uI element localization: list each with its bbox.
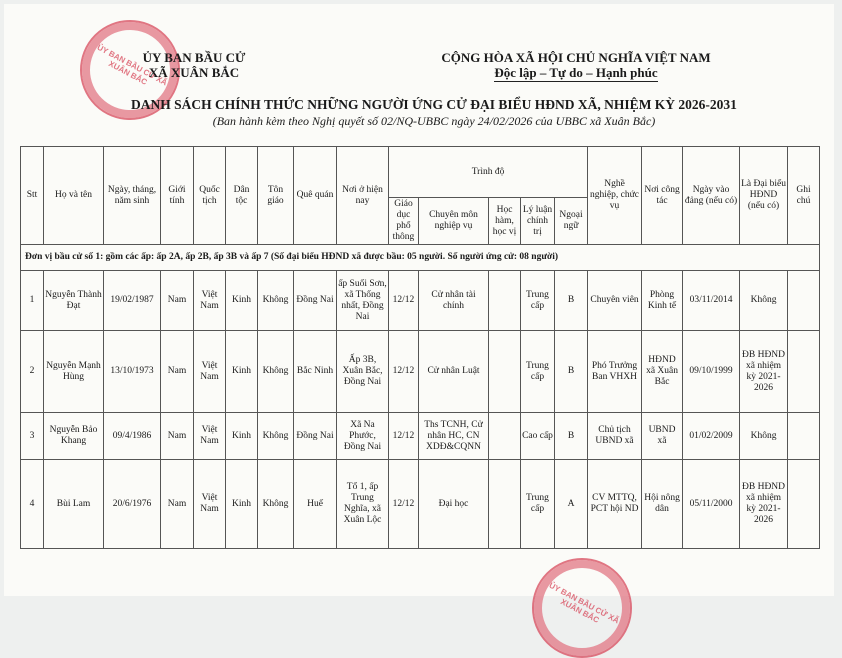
cell-residence: Tổ 1, ấp Trung Nghĩa, xã Xuân Lộc [337, 460, 389, 549]
cell-dob: 13/10/1973 [104, 331, 161, 413]
cell-hometown: Bắc Ninh [294, 331, 337, 413]
table-header-row [21, 147, 820, 198]
cell-workplace: Phòng Kinh tế [642, 271, 683, 331]
cell-political: Trung cấp [521, 331, 555, 413]
cell-gender: Nam [161, 460, 194, 549]
cell-stt: 1 [21, 271, 44, 331]
cell-nationality: Việt Nam [194, 413, 226, 460]
col-ethnicity: Dân tộc [226, 147, 258, 245]
cell-notes [788, 271, 820, 331]
cell-religion: Không [258, 271, 294, 331]
cell-party-date: 03/11/2014 [683, 271, 740, 331]
cell-workplace: Hội nông dân [642, 460, 683, 549]
cell-name: Nguyễn Mạnh Hùng [44, 331, 104, 413]
cell-professional: Cử nhân Luật [419, 331, 489, 413]
col-name: Họ và tên [44, 147, 104, 245]
table-row [21, 460, 820, 549]
cell-religion: Không [258, 413, 294, 460]
cell-dob: 20/6/1976 [104, 460, 161, 549]
col-language: Ngoại ngữ [555, 198, 588, 245]
cell-notes [788, 331, 820, 413]
cell-general-edu: 12/12 [389, 331, 419, 413]
cell-professional: Cử nhân tài chính [419, 271, 489, 331]
col-is-delegate: Là Đại biểu HĐND (nếu có) [740, 147, 788, 245]
cell-is-delegate: Không [740, 413, 788, 460]
cell-ethnicity: Kinh [226, 413, 258, 460]
cell-workplace: HĐND xã Xuân Bắc [642, 331, 683, 413]
cell-is-delegate: Không [740, 271, 788, 331]
col-gender: Giới tính [161, 147, 194, 245]
col-nationality: Quốc tịch [194, 147, 226, 245]
cell-dob: 09/4/1986 [104, 413, 161, 460]
cell-party-date: 09/10/1999 [683, 331, 740, 413]
national-header [396, 50, 756, 82]
cell-ethnicity: Kinh [226, 271, 258, 331]
cell-occupation: Chuyên viên [588, 271, 642, 331]
issuing-authority [114, 50, 274, 80]
cell-political: Cao cấp [521, 413, 555, 460]
cell-occupation: CV MTTQ, PCT hội ND [588, 460, 642, 549]
col-professional: Chuyên môn nghiệp vụ [419, 198, 489, 245]
col-hometown: Quê quán [294, 147, 337, 245]
authority-line1: ỦY BAN BẦU CỬ [142, 50, 246, 65]
cell-hometown: Đồng Nai [294, 413, 337, 460]
cell-party-date: 05/11/2000 [683, 460, 740, 549]
cell-gender: Nam [161, 331, 194, 413]
cell-dob: 19/02/1987 [104, 271, 161, 331]
cell-is-delegate: ĐB HĐND xã nhiệm kỳ 2021-2026 [740, 331, 788, 413]
electoral-unit-text: Đơn vị bầu cử số 1: gồm các ấp: ấp 2A, ấp 2B, ấp 3B và ấp 7 (Số đại biểu HĐND xã được bầu: 05 người. Số người ứng cử: 08 người) [21, 245, 820, 271]
col-education-group: Trình độ [389, 147, 588, 198]
document-page [4, 4, 834, 626]
cell-professional: Đại học [419, 460, 489, 549]
cell-residence: Xã Na Phước, Đồng Nai [337, 413, 389, 460]
cell-political: Trung cấp [521, 460, 555, 549]
document-subtitle: (Ban hành kèm theo Nghị quyết số 02/NQ-UBBC ngày 24/02/2026 của UBBC xã Xuân Bắc) [212, 114, 656, 128]
cell-general-edu: 12/12 [389, 413, 419, 460]
cell-general-edu: 12/12 [389, 271, 419, 331]
cell-hometown: Huế [294, 460, 337, 549]
cell-religion: Không [258, 331, 294, 413]
col-stt: Stt [21, 147, 44, 245]
cell-academic [489, 460, 521, 549]
candidate-table [20, 146, 820, 549]
cell-stt: 4 [21, 460, 44, 549]
col-general-edu: Giáo dục phổ thông [389, 198, 419, 245]
cell-name: Bùi Lam [44, 460, 104, 549]
col-religion: Tôn giáo [258, 147, 294, 245]
col-notes: Ghi chú [788, 147, 820, 245]
cell-language: A [555, 460, 588, 549]
nation-name: CỘNG HÒA XÃ HỘI CHỦ NGHĨA VIỆT NAM [441, 50, 711, 65]
cell-stt: 2 [21, 331, 44, 413]
cell-is-delegate: ĐB HĐND xã nhiệm kỳ 2021-2026 [740, 460, 788, 549]
cell-notes [788, 460, 820, 549]
cell-nationality: Việt Nam [194, 331, 226, 413]
cell-party-date: 01/02/2009 [683, 413, 740, 460]
cell-nationality: Việt Nam [194, 271, 226, 331]
table-row [21, 271, 820, 331]
cell-occupation: Chủ tịch UBND xã [588, 413, 642, 460]
cell-residence: Ấp 3B, Xuân Bắc, Đồng Nai [337, 331, 389, 413]
cell-political: Trung cấp [521, 271, 555, 331]
cell-professional: Ths TCNH, Cử nhân HC, CN XDĐ&CQNN [419, 413, 489, 460]
cell-stt: 3 [21, 413, 44, 460]
seal-text: ỦY BAN BẦU CỬ XÃ XUÂN BẮC [95, 42, 169, 88]
seal-text: ỦY BAN BẦU CỬ XÃ XUÂN BẮC [547, 580, 621, 626]
cell-religion: Không [258, 460, 294, 549]
cell-academic [489, 413, 521, 460]
authority-line2: XÃ XUÂN BẮC [148, 65, 240, 80]
cell-academic [489, 271, 521, 331]
cell-notes [788, 413, 820, 460]
cell-academic [489, 331, 521, 413]
cell-language: B [555, 271, 588, 331]
col-residence: Nơi ở hiện nay [337, 147, 389, 245]
official-seal-bottom [532, 558, 632, 658]
cell-general-edu: 12/12 [389, 460, 419, 549]
cell-gender: Nam [161, 271, 194, 331]
electoral-unit-row [21, 245, 820, 271]
col-dob: Ngày, tháng, năm sinh [104, 147, 161, 245]
table-row [21, 331, 820, 413]
cell-workplace: UBND xã [642, 413, 683, 460]
cell-occupation: Phó Trưởng Ban VHXH [588, 331, 642, 413]
col-workplace: Nơi công tác [642, 147, 683, 245]
cell-name: Nguyễn Thành Đạt [44, 271, 104, 331]
document-title: DANH SÁCH CHÍNH THỨC NHỮNG NGƯỜI ỨNG CỬ ĐẠI BIỂU HĐND XÃ, NHIỆM KỲ 2026-2031 [131, 97, 737, 112]
cell-name: Nguyễn Bảo Khang [44, 413, 104, 460]
cell-residence: ấp Suối Sơn, xã Thống nhất, Đồng Nai [337, 271, 389, 331]
table-row [21, 413, 820, 460]
col-party-date: Ngày vào đảng (nếu có) [683, 147, 740, 245]
cell-hometown: Đồng Nai [294, 271, 337, 331]
cell-ethnicity: Kinh [226, 331, 258, 413]
cell-ethnicity: Kinh [226, 460, 258, 549]
cell-language: B [555, 413, 588, 460]
col-political: Lý luận chính trị [521, 198, 555, 245]
col-occupation: Nghề nghiệp, chức vụ [588, 147, 642, 245]
cell-gender: Nam [161, 413, 194, 460]
cell-language: B [555, 331, 588, 413]
col-academic: Học hàm, học vị [489, 198, 521, 245]
national-motto: Độc lập – Tự do – Hạnh phúc [494, 65, 658, 80]
cell-nationality: Việt Nam [194, 460, 226, 549]
